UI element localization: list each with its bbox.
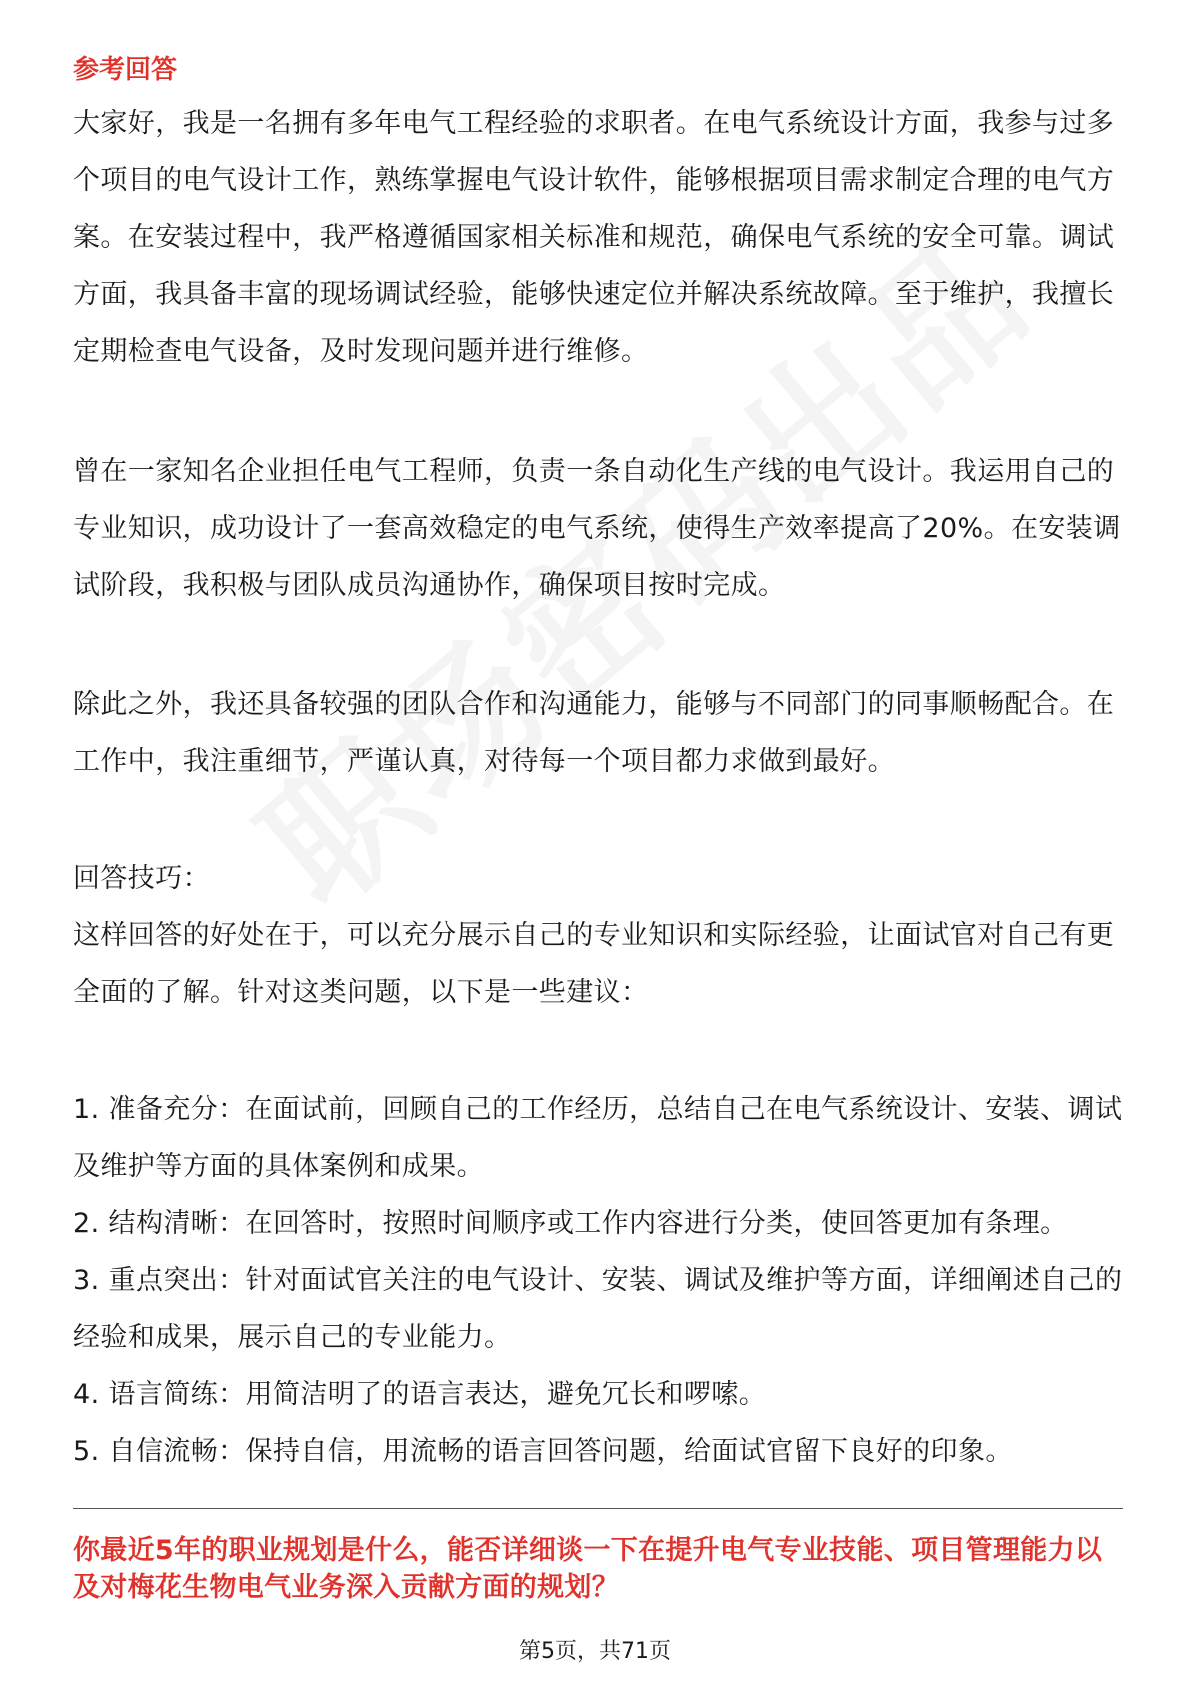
- answer-paragraph-2: 曾在一家知名企业担任电气工程师，负责一条自动化生产线的电气设计。我运用自己的专业知识，成功设计了一套高效稳定的电气系统，使得生产效率提高了20%。在安装调试阶段，我积极与团队成员沟通协作，确保项目按时完成。: [73, 456, 1121, 601]
- reference-answer-heading: 参考回答: [73, 55, 178, 85]
- tip-item: 4. 语言简练：用简洁明了的语言表达，避免冗长和啰嗦。: [73, 1379, 767, 1410]
- tip-item: 3. 重点突出：针对面试官关注的电气设计、安装、调试及维护等方面，详细阐述自己的经验和成果，展示自己的专业能力。: [73, 1265, 1123, 1353]
- tips-description: 这样回答的好处在于，可以充分展示自己的专业知识和实际经验，让面试官对自己有更全面的了解。针对这类问题，以下是一些建议：: [73, 920, 1115, 1008]
- answer-paragraph-1: 大家好，我是一名拥有多年电气工程经验的求职者。在电气系统设计方面，我参与过多个项目的电气设计工作，熟练掌握电气设计软件，能够根据项目需求制定合理的电气方案。在安装过程中，我严格遵循国家相关标准和规范，确保电气系统的安全可靠。调试方面，我具备丰富的现场调试经验，能够快速定位并解决系统故障。至于维护，我擅长定期检查电气设备，及时发现问题并进行维修。: [73, 108, 1115, 367]
- tip-item: 2. 结构清晰：在回答时，按照时间顺序或工作内容进行分类，使回答更加有条理。: [73, 1208, 1068, 1239]
- page-number-footer: 第5页，共71页: [519, 1639, 671, 1664]
- answer-paragraph-3: 除此之外，我还具备较强的团队合作和沟通能力，能够与不同部门的同事顺畅配合。在工作中，我注重细节，严谨认真，对待每一个项目都力求做到最好。: [73, 689, 1115, 777]
- tips-list: [73, 1081, 1123, 1480]
- next-question: 你最近5年的职业规划是什么，能否详细谈一下在提升电气专业技能、项目管理能力以及对梅花生物电气业务深入贡献方面的规划？: [73, 1535, 1103, 1603]
- section-divider: [73, 1508, 1123, 1509]
- tips-title: 回答技巧：: [73, 863, 210, 894]
- document-page: [73, 0, 1123, 1684]
- tip-item: 1. 准备充分：在面试前，回顾自己的工作经历，总结自己在电气系统设计、安装、调试及维护等方面的具体案例和成果。: [73, 1094, 1123, 1182]
- tip-item: 5. 自信流畅：保持自信，用流畅的语言回答问题，给面试官留下良好的印象。: [73, 1436, 1013, 1467]
